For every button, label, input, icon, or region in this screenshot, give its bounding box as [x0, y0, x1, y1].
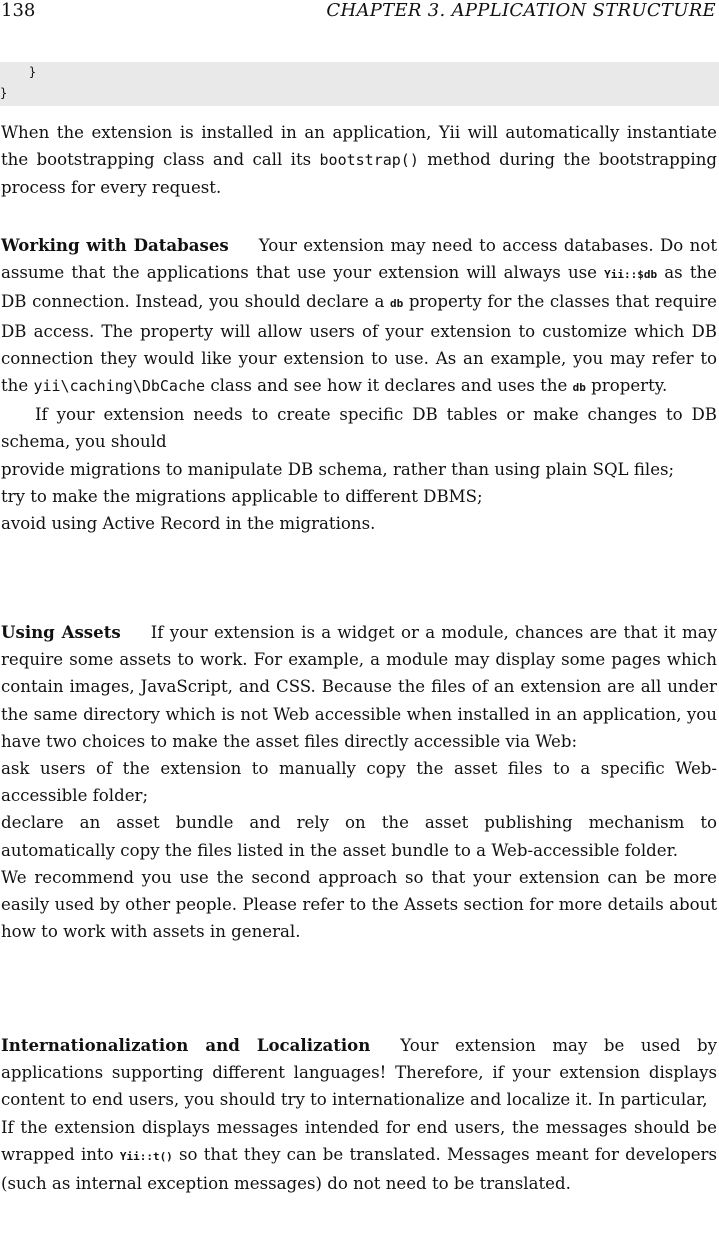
section-databases: [1, 232, 717, 537]
section-i18n: [1, 1032, 717, 1197]
databases-text-2: as the DB connection. Instead, you should declare a: [1, 263, 717, 312]
assets-list-item: ask users of the extension to manually copy the asset files to a specific Web-accessible folder;: [1, 759, 717, 806]
code-line-2: }: [0, 86, 8, 100]
i18n-item-text-1: If the extension displays messages intended for end users, the messages should be wrapped into: [1, 1117, 717, 1164]
assets-heading: Using Assets: [1, 622, 121, 642]
i18n-item-text-2: so that they can be translated. Messages meant for developers (such as internal exception messages) do not need to be translated.: [1, 1144, 718, 1194]
databases-text-3: property for the classes that require DB access. The property will allow users of your extension to customize which DB connection they would like your extension to use. As an example, you may refer to the: [1, 292, 717, 396]
databases-text-5: property.: [585, 376, 668, 396]
i18n-heading: Internationalization and Localization: [1, 1035, 371, 1055]
code-line-1: }: [0, 65, 37, 79]
chapter-title: CHAPTER 3. APPLICATION STRUCTURE: [326, 0, 716, 21]
databases-text-4: class and see how it declares and uses the: [205, 376, 573, 396]
databases-list-item: try to make the migrations applicable to different DBMS;: [1, 486, 483, 506]
databases-code-db: db: [389, 297, 404, 311]
bootstrap-text-2: method during the bootstrapping process for every request.: [1, 150, 718, 198]
paragraph-bootstrap: [1, 119, 717, 202]
databases-paragraph-2: If your extension needs to create specific DB tables or make changes to DB schema, you should: [1, 405, 717, 452]
databases-text-1: Your extension may need to access databases. Do not assume that the applications that use your extension will always use: [1, 236, 717, 283]
page-header: [0, 0, 717, 24]
i18n-text-1: Your extension may be used by applications supporting different languages! Therefore, if your extension displays content to end users, you should try to internationalize and localize it. In particular,: [1, 1036, 717, 1110]
assets-text-1: If your extension is a widget or a module, chances are that it may require some assets to work. For example, a module may display some pages which contain images, JavaScript, and CSS. Because the files of an extension are all under the same directory which is not Web accessible when installed in an application, you have two choices to make the asset files directly accessible via Web:: [1, 623, 718, 751]
bootstrap-text-1: When the extension is installed in an application, Yii will automatically instantiate the bootstrapping class and call its: [1, 123, 717, 170]
bootstrap-code: bootstrap(): [319, 151, 419, 170]
databases-list-item: provide migrations to manipulate DB schema, rather than using plain SQL files;: [1, 459, 675, 479]
databases-list-item: avoid using Active Record in the migrations.: [1, 514, 376, 534]
i18n-item-code: Yii::t(): [119, 1149, 173, 1163]
assets-list-item: declare an asset bundle and rely on the asset publishing mechanism to automatically copy the files listed in the asset bundle to a Web-accessible folder.: [1, 813, 717, 860]
databases-code-dbcache: yii\caching\DbCache: [33, 377, 206, 396]
i18n-list-item: [1, 1114, 717, 1198]
databases-code-db-2: db: [572, 381, 586, 395]
assets-paragraph-2: We recommend you use the second approach so that your extension can be more easily used by other people. Please refer to the Assets section for more details about how to work with assets in general.: [1, 867, 717, 942]
code-block: [0, 62, 719, 106]
page-number: 138: [1, 0, 36, 21]
section-assets: [1, 619, 717, 945]
databases-code-yii-db: Yii::$db: [604, 268, 658, 282]
databases-heading: Working with Databases: [1, 235, 229, 255]
